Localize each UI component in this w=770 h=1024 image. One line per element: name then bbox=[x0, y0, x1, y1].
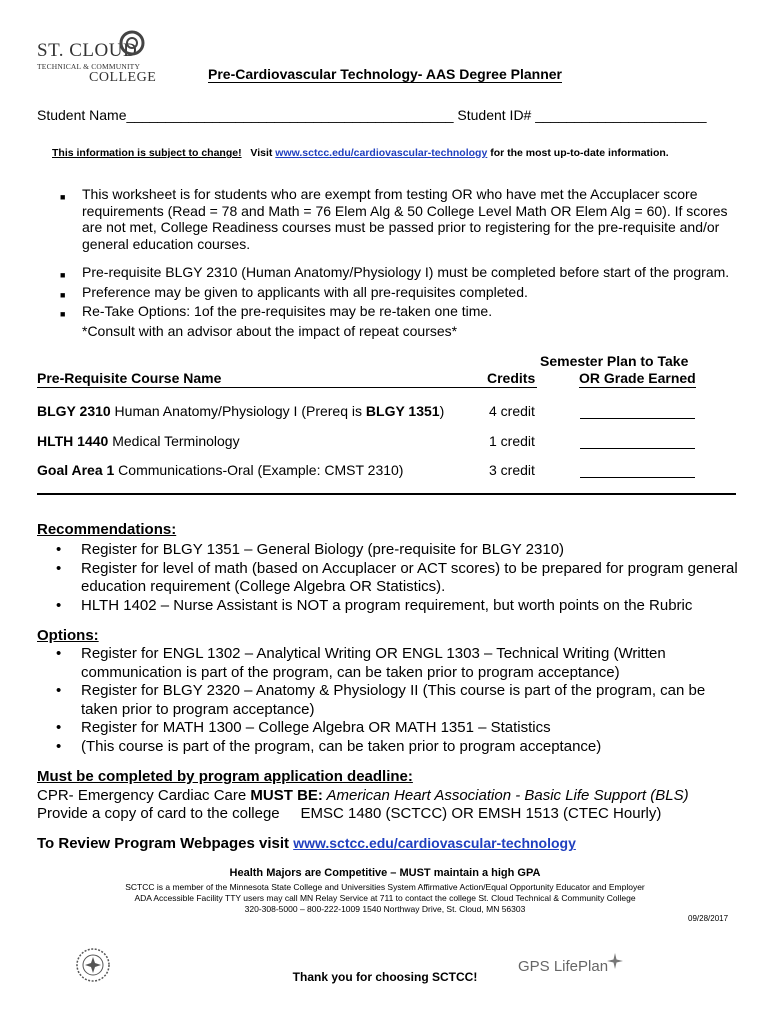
logo-line-2: TECHNICAL & COMMUNITY bbox=[37, 62, 141, 71]
program-link[interactable]: www.sctcc.edu/cardiovascular-technology bbox=[275, 147, 488, 159]
table-row: BLGY 2310 Human Anatomy/Physiology I (Prereq is BLGY 1351) bbox=[37, 403, 445, 419]
student-info-line: Student Name__________________________________________ Student ID# ______________________ bbox=[37, 107, 707, 123]
list-item: • HLTH 1402 – Nurse Assistant is NOT a program requirement, but worth points on the Rubric bbox=[56, 596, 693, 614]
thanks-text: Thank you for choosing SCTCC! bbox=[292, 970, 478, 984]
list-item: • Register for ENGL 1302 – Analytical Writing OR ENGL 1303 – Technical Writing (Written communication is part of the program, can be taken prior to program acceptance) bbox=[56, 645, 666, 681]
cpr-line: CPR- Emergency Cardiac Care MUST BE: American Heart Association - Basic Life Support (BLS) bbox=[37, 786, 689, 804]
list-item: ■ Pre-requisite BLGY 2310 (Human Anatomy/Physiology I) must be completed before start of the program. bbox=[60, 264, 730, 284]
list-item: • (This course is part of the program, can be taken prior to program acceptance) bbox=[56, 737, 602, 755]
square-bullet-icon: ■ bbox=[60, 289, 66, 300]
divider bbox=[37, 493, 736, 495]
logo-line-3: COLLEGE bbox=[89, 70, 157, 85]
credit-cell: 4 credit bbox=[489, 403, 535, 419]
review-line: To Review Program Webpages visit www.sctcc.edu/cardiovascular-technology bbox=[37, 835, 576, 852]
list-item: • Register for BLGY 1351 – General Biology (pre-requisite for BLGY 2310) bbox=[56, 541, 565, 558]
notice-line bbox=[52, 147, 669, 159]
table-row: HLTH 1440 Medical Terminology bbox=[37, 433, 240, 449]
program-webpage-link[interactable]: www.sctcc.edu/cardiovascular-technology bbox=[293, 835, 576, 851]
logo-line-1: ST. CLOUD bbox=[37, 40, 138, 61]
gps-lifeplan-logo: GPS LifePlan bbox=[516, 950, 626, 982]
options-heading: Options: bbox=[37, 627, 99, 644]
star-icon bbox=[606, 952, 624, 970]
grade-blank[interactable] bbox=[580, 403, 695, 419]
list-item: • Register for MATH 1300 – College Algebra OR MATH 1351 – Statistics bbox=[56, 719, 551, 736]
options-list bbox=[56, 645, 716, 756]
page-title: Pre-Cardiovascular Technology- AAS Degree Planner bbox=[208, 66, 562, 82]
square-bullet-icon: ■ bbox=[60, 270, 66, 280]
must-heading: Must be completed by program application deadline: bbox=[37, 768, 413, 785]
document-date: 09/28/2017 bbox=[688, 914, 729, 923]
header-semester: Semester Plan to Take bbox=[540, 353, 689, 369]
grade-blank[interactable] bbox=[580, 462, 695, 478]
list-item: • Register for level of math (based on Accuplacer or ACT scores) to be prepared for program general education requirement (College Algebra OR Statistics). bbox=[56, 559, 738, 595]
credit-cell: 3 credit bbox=[489, 462, 535, 478]
list-item: *Consult with an advisor about the impact of repeat courses* bbox=[82, 322, 458, 339]
notice-visit: Visit bbox=[250, 147, 273, 159]
recommendations-list bbox=[56, 541, 746, 615]
header-credits: Credits bbox=[487, 370, 536, 386]
list-item: ■ Preference may be given to applicants with all pre-requisites completed. bbox=[60, 284, 730, 304]
notice-suffix: for the most up-to-date information. bbox=[490, 147, 669, 159]
list-item: • Register for BLGY 2320 – Anatomy & Physiology II (This course is part of the program, can be taken prior to program acceptance) bbox=[56, 682, 706, 718]
gpa-notice: Health Majors are Competitive – MUST maintain a high GPA bbox=[229, 867, 541, 879]
info-bullets bbox=[60, 186, 730, 252]
credit-cell: 1 credit bbox=[489, 433, 535, 449]
list-item: ■ This worksheet is for students who are exempt from testing OR who have met the Accuplacer score requirements (Read = 78 and Math = 76 Elem Alg & 50 College Level Math OR Elem Alg = 60). If scores are not met, College Readiness courses must be passed prior to registering for the pre-requisite and/or general education courses. bbox=[60, 186, 728, 252]
square-bullet-icon: ■ bbox=[60, 192, 66, 202]
list-item: ■ Re-Take Options: 1of the pre-requisites may be re-taken one time. bbox=[60, 303, 730, 323]
notice-prefix: This information is subject to change! bbox=[52, 147, 242, 159]
requirements-block bbox=[37, 768, 689, 824]
table-row: Goal Area 1 Communications-Oral (Example: CMST 2310) bbox=[37, 462, 404, 478]
info-bullets-2 bbox=[60, 264, 730, 339]
recommendations-heading: Recommendations: bbox=[37, 521, 177, 538]
header-course: Pre-Requisite Course Name bbox=[37, 370, 487, 388]
square-bullet-icon: ■ bbox=[60, 309, 66, 319]
copy-line: Provide a copy of card to the college EMSC 1480 (SCTCC) OR EMSH 1513 (CTEC Hourly) bbox=[37, 805, 662, 822]
logo-ring-icon bbox=[119, 30, 145, 56]
header-grade: OR Grade Earned bbox=[579, 370, 696, 386]
grade-blank[interactable] bbox=[580, 433, 695, 449]
footer-fineprint: SCTCC is a member of the Minnesota State College and Universities System Affirmative Action/Equal Opportunity Educator and Employer ADA Accessible Facility TTY users may call MN Relay Service at 711 to contact the college St. Cloud Technical & Community College 320-308-5000 – 800-222-1009 1540 Northway Drive, St. Cloud, MN 56303 bbox=[125, 882, 645, 914]
